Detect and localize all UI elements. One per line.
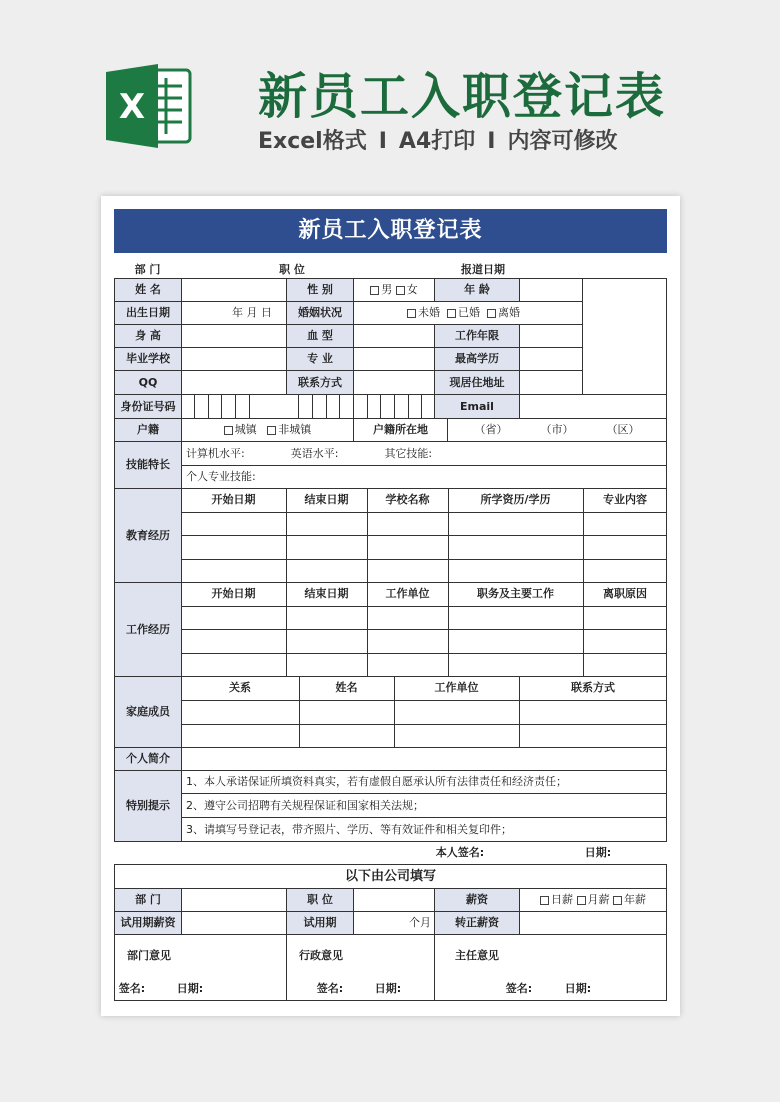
director-opinion-label: 主任意见 — [455, 949, 499, 963]
school-field[interactable] — [181, 347, 287, 371]
edu-col-degree: 所学资历/学历 — [480, 493, 551, 507]
admin-date-label: 日期: — [374, 982, 402, 996]
height-field[interactable] — [181, 324, 287, 348]
yearly-option: 年薪 — [624, 893, 646, 907]
personal-skills-label: 个人专业技能: — [186, 470, 256, 484]
dept-opinion-label: 部门意见 — [127, 949, 171, 963]
divorced-option: 离婚 — [498, 306, 520, 320]
age-label: 年 龄 — [434, 278, 520, 302]
director-date-label: 日期: — [564, 982, 592, 996]
district-suffix: （区） — [606, 423, 640, 437]
director-sign-label: 签名: — [505, 982, 533, 996]
report-date-label: 报道日期 — [461, 263, 505, 277]
work-col-start: 开始日期 — [211, 587, 256, 601]
edu-col-start: 开始日期 — [211, 493, 256, 507]
page-title: 新员工入职登记表 — [258, 68, 667, 125]
notice-item-2: 2、遵守公司招聘有关规程保证和国家相关法规； — [181, 793, 667, 818]
work-col-duties: 职务及主要工作 — [477, 587, 554, 601]
city-suffix: （市） — [540, 423, 574, 437]
family-col-contact: 联系方式 — [571, 681, 615, 695]
edu-col-major: 专业内容 — [603, 493, 647, 507]
admin-opinion-label: 行政意见 — [299, 949, 343, 963]
name-label: 姓 名 — [114, 278, 182, 302]
degree-label: 最高学历 — [434, 347, 520, 371]
probation-label: 试用期 — [286, 911, 354, 935]
gender-field[interactable] — [353, 278, 435, 302]
rural-checkbox[interactable] — [267, 426, 276, 435]
dept-label: 部 门 — [134, 263, 161, 277]
dept-date-label: 日期: — [176, 982, 204, 996]
school-label: 毕业学校 — [114, 347, 182, 371]
female-checkbox[interactable] — [396, 286, 405, 295]
major-field[interactable] — [353, 347, 435, 371]
header — [0, 0, 780, 190]
self-sign-date-label: 日期: — [584, 846, 612, 860]
monthly-checkbox[interactable] — [577, 896, 586, 905]
province-suffix: （省） — [474, 423, 508, 437]
regular-salary-field[interactable] — [519, 911, 667, 935]
probation-field[interactable]: 个月 — [353, 911, 435, 935]
urban-option: 城镇 — [234, 423, 257, 437]
work-years-label: 工作年限 — [434, 324, 520, 348]
email-field[interactable] — [519, 394, 667, 419]
company-dept-field[interactable] — [181, 888, 287, 912]
contact-label: 联系方式 — [286, 370, 354, 395]
notice-item-3: 3、请填写号登记表，带齐照片、学历、等有效证件和相关复印件； — [181, 817, 667, 842]
email-label: Email — [434, 394, 520, 419]
family-col-company: 工作单位 — [434, 681, 479, 695]
qq-label: QQ — [114, 370, 182, 395]
address-label: 现居住地址 — [434, 370, 520, 395]
work-col-end: 结束日期 — [304, 587, 349, 601]
form-title: 新员工入职登记表 — [114, 209, 667, 253]
family-label: 家庭成员 — [114, 676, 182, 748]
page-subtitle — [258, 124, 617, 155]
unmarried-option: 未婚 — [418, 306, 440, 320]
notice-item-1: 1、本人承诺保证所填资料真实，若有虚假自愿承认所有法律责任和经济责任； — [181, 770, 667, 794]
skills-row-2[interactable] — [181, 465, 667, 489]
admin-sign-label: 签名: — [316, 982, 344, 996]
photo-box[interactable] — [582, 278, 667, 395]
rural-option: 非城镇 — [278, 423, 312, 437]
work-col-reason: 离职原因 — [603, 587, 647, 601]
english-level-label: 英语水平: — [290, 446, 339, 460]
subtitle-print: A4打印 — [398, 129, 476, 154]
major-label: 专 业 — [286, 347, 354, 371]
regular-salary-label: 转正薪资 — [434, 911, 520, 935]
excel-icon — [100, 58, 196, 154]
family-col-name: 姓名 — [335, 681, 358, 695]
hukou-location-label: 户籍所在地 — [353, 418, 448, 442]
name-field[interactable] — [181, 278, 287, 302]
male-checkbox[interactable] — [370, 286, 379, 295]
id-field[interactable] — [181, 394, 435, 419]
skills-row-1[interactable] — [181, 441, 667, 466]
blood-field[interactable] — [353, 324, 435, 348]
daily-checkbox[interactable] — [540, 896, 549, 905]
gender-label: 性 别 — [286, 278, 354, 302]
height-label: 身 高 — [114, 324, 182, 348]
self-sign-label: 本人签名: — [435, 846, 485, 860]
subtitle-sep-2: I — [487, 129, 496, 154]
hukou-location-field[interactable] — [447, 418, 667, 442]
work-years-field[interactable] — [519, 324, 583, 348]
daily-option: 日薪 — [551, 893, 573, 907]
degree-field[interactable] — [519, 347, 583, 371]
salary-label: 薪资 — [434, 888, 520, 912]
skills-label: 技能特长 — [114, 441, 182, 489]
hukou-type-field[interactable] — [181, 418, 354, 442]
work-col-company: 工作单位 — [385, 587, 430, 601]
notice-label: 特别提示 — [114, 770, 182, 842]
company-dept-label: 部 门 — [114, 888, 182, 912]
family-col-relation: 关系 — [229, 681, 251, 695]
id-label: 身份证号码 — [114, 394, 182, 419]
married-checkbox[interactable] — [447, 309, 456, 318]
company-section-title: 以下由公司填写 — [114, 864, 667, 889]
contact-field[interactable] — [353, 370, 435, 395]
divorced-checkbox[interactable] — [487, 309, 496, 318]
edu-col-end: 结束日期 — [304, 493, 349, 507]
position-label: 职 位 — [279, 263, 305, 277]
male-option: 男 — [381, 283, 393, 297]
hukou-label: 户籍 — [114, 418, 182, 442]
work-label: 工作经历 — [114, 582, 182, 677]
qq-field[interactable] — [181, 370, 287, 395]
intro-label: 个人简介 — [114, 747, 182, 771]
marital-label: 婚姻状况 — [286, 301, 354, 325]
probation-salary-label: 试用期薪资 — [114, 911, 182, 935]
probation-salary-field[interactable] — [181, 911, 287, 935]
subtitle-editable: 内容可修改 — [507, 129, 618, 154]
birth-label: 出生日期 — [114, 301, 182, 325]
married-option: 已婚 — [458, 306, 480, 320]
marital-field[interactable] — [353, 301, 583, 325]
salary-type-field[interactable] — [519, 888, 667, 912]
yearly-checkbox[interactable] — [613, 896, 622, 905]
education-label: 教育经历 — [114, 488, 182, 583]
female-option: 女 — [406, 283, 418, 297]
intro-field[interactable] — [181, 747, 667, 771]
urban-checkbox[interactable] — [224, 426, 233, 435]
company-position-label: 职 位 — [286, 888, 354, 912]
unmarried-checkbox[interactable] — [407, 309, 416, 318]
birth-field[interactable]: 年 月 日 — [181, 301, 287, 325]
other-skills-label: 其它技能: — [384, 446, 433, 460]
excel-icon-letter: X — [118, 87, 146, 127]
company-position-field[interactable] — [353, 888, 435, 912]
address-field[interactable] — [519, 370, 583, 395]
dept-sign-label: 签名: — [118, 982, 146, 996]
subtitle-sep-1: I — [378, 129, 387, 154]
monthly-option: 月薪 — [587, 893, 610, 907]
age-field[interactable] — [519, 278, 583, 302]
computer-level-label: 计算机水平: — [186, 446, 245, 460]
blood-label: 血 型 — [286, 324, 354, 348]
edu-col-school: 学校名称 — [385, 493, 430, 507]
subtitle-format: Excel格式 — [258, 129, 367, 154]
